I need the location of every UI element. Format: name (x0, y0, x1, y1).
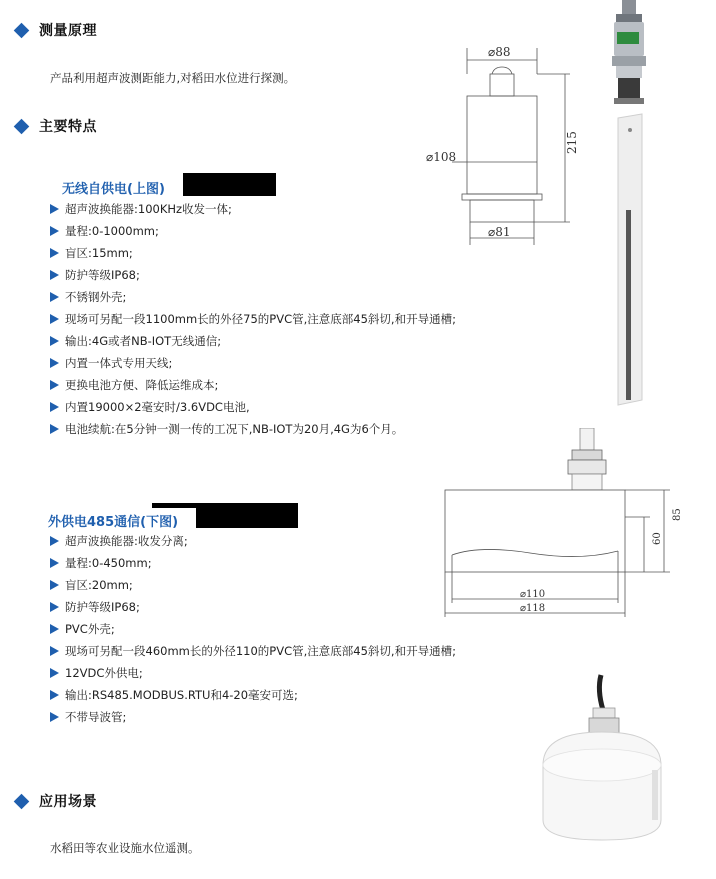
list-item: 更换电池方便、降低运维成本; (50, 374, 456, 396)
list-item: 不锈钢外壳; (50, 286, 456, 308)
triangle-bullet-icon (50, 712, 59, 722)
wireless-sensor-photo (604, 0, 654, 410)
section-title: 主要特点 (39, 119, 97, 135)
application-text: 水稻田等农业设施水位遥测。 (50, 841, 200, 855)
dim-bottom-label: ⌀81 (488, 225, 511, 239)
dim-outer-height-label: 85 (672, 508, 683, 521)
external-feature-list (50, 530, 456, 728)
triangle-bullet-icon (50, 336, 59, 346)
guide-slot (626, 210, 631, 400)
dim-inner-height-label: 60 (652, 532, 663, 545)
external-subtitle: 外供电485通信(下图) (48, 515, 179, 530)
diamond-bullet-icon (14, 793, 30, 809)
triangle-bullet-icon (50, 270, 59, 280)
list-item: 量程:0-1000mm; (50, 220, 456, 242)
list-item: 现场可另配一段460mm长的外径110的PVC管,注意底部45斜切,和开导通槽; (50, 640, 456, 662)
triangle-bullet-icon (50, 314, 59, 324)
triangle-bullet-icon (50, 624, 59, 634)
list-item: 防护等级IP68; (50, 264, 456, 286)
section-title: 测量原理 (39, 23, 97, 39)
dim-left-label: ⌀108 (426, 150, 457, 164)
list-item: 盲区:15mm; (50, 242, 456, 264)
list-item: 输出:4G或者NB-IOT无线通信; (50, 330, 456, 352)
external-sensor-photo (535, 670, 670, 845)
wireless-subtitle: 无线自供电(上图) (62, 182, 165, 197)
triangle-bullet-icon (50, 204, 59, 214)
list-item: 量程:0-450mm; (50, 552, 456, 574)
section-title: 应用场景 (39, 794, 97, 810)
section-principle-header (16, 20, 97, 40)
external-dimension-drawing (440, 485, 690, 620)
dim-top-label: ⌀88 (488, 45, 511, 59)
section-features-header (16, 116, 97, 136)
triangle-bullet-icon (50, 292, 59, 302)
sensor-label (617, 32, 639, 44)
triangle-bullet-icon (50, 380, 59, 390)
list-item: 电池续航:在5分钟一测一传的工况下,NB-IOT为20月,4G为6个月。 (50, 418, 456, 440)
list-item: 不带导波管; (50, 706, 456, 728)
list-item: 盲区:20mm; (50, 574, 456, 596)
triangle-bullet-icon (50, 668, 59, 678)
triangle-bullet-icon (50, 690, 59, 700)
list-item: 现场可另配一段1100mm长的外径75的PVC管,注意底部45斜切,和开导通槽; (50, 308, 456, 330)
triangle-bullet-icon (50, 602, 59, 612)
list-item: 超声波换能器:收发分离; (50, 530, 456, 552)
dim-height-label: 215 (565, 131, 579, 154)
sensor-cable (599, 675, 603, 710)
triangle-bullet-icon (50, 580, 59, 590)
triangle-bullet-icon (50, 358, 59, 368)
triangle-bullet-icon (50, 248, 59, 258)
triangle-bullet-icon (50, 646, 59, 656)
wireless-feature-list (50, 198, 456, 440)
cable-gland-photo (560, 428, 620, 490)
section-application-header (16, 791, 97, 811)
diamond-bullet-icon (14, 118, 30, 134)
sensor-housing (543, 732, 661, 840)
sensor-cap (622, 0, 636, 14)
triangle-bullet-icon (50, 558, 59, 568)
triangle-bullet-icon (50, 226, 59, 236)
list-item: 输出:RS485.MODBUS.RTU和4-20毫安可选; (50, 684, 456, 706)
list-item: 防护等级IP68; (50, 596, 456, 618)
principle-text: 产品利用超声波测距能力,对稻田水位进行探测。 (50, 71, 296, 85)
redaction-block (196, 506, 298, 528)
list-item: 超声波换能器:100KHz收发一体; (50, 198, 456, 220)
redaction-block (183, 173, 276, 196)
triangle-bullet-icon (50, 424, 59, 434)
dim-inner-dia-label: ⌀110 (520, 589, 546, 600)
triangle-bullet-icon (50, 402, 59, 412)
dim-outer-dia-label: ⌀118 (520, 603, 546, 614)
diamond-bullet-icon (14, 22, 30, 38)
list-item: 内置19000×2毫安时/3.6VDC电池, (50, 396, 456, 418)
triangle-bullet-icon (50, 536, 59, 546)
list-item: PVC外壳; (50, 618, 456, 640)
list-item: 内置一体式专用天线; (50, 352, 456, 374)
wireless-dimension-drawing (420, 40, 585, 255)
list-item: 12VDC外供电; (50, 662, 456, 684)
